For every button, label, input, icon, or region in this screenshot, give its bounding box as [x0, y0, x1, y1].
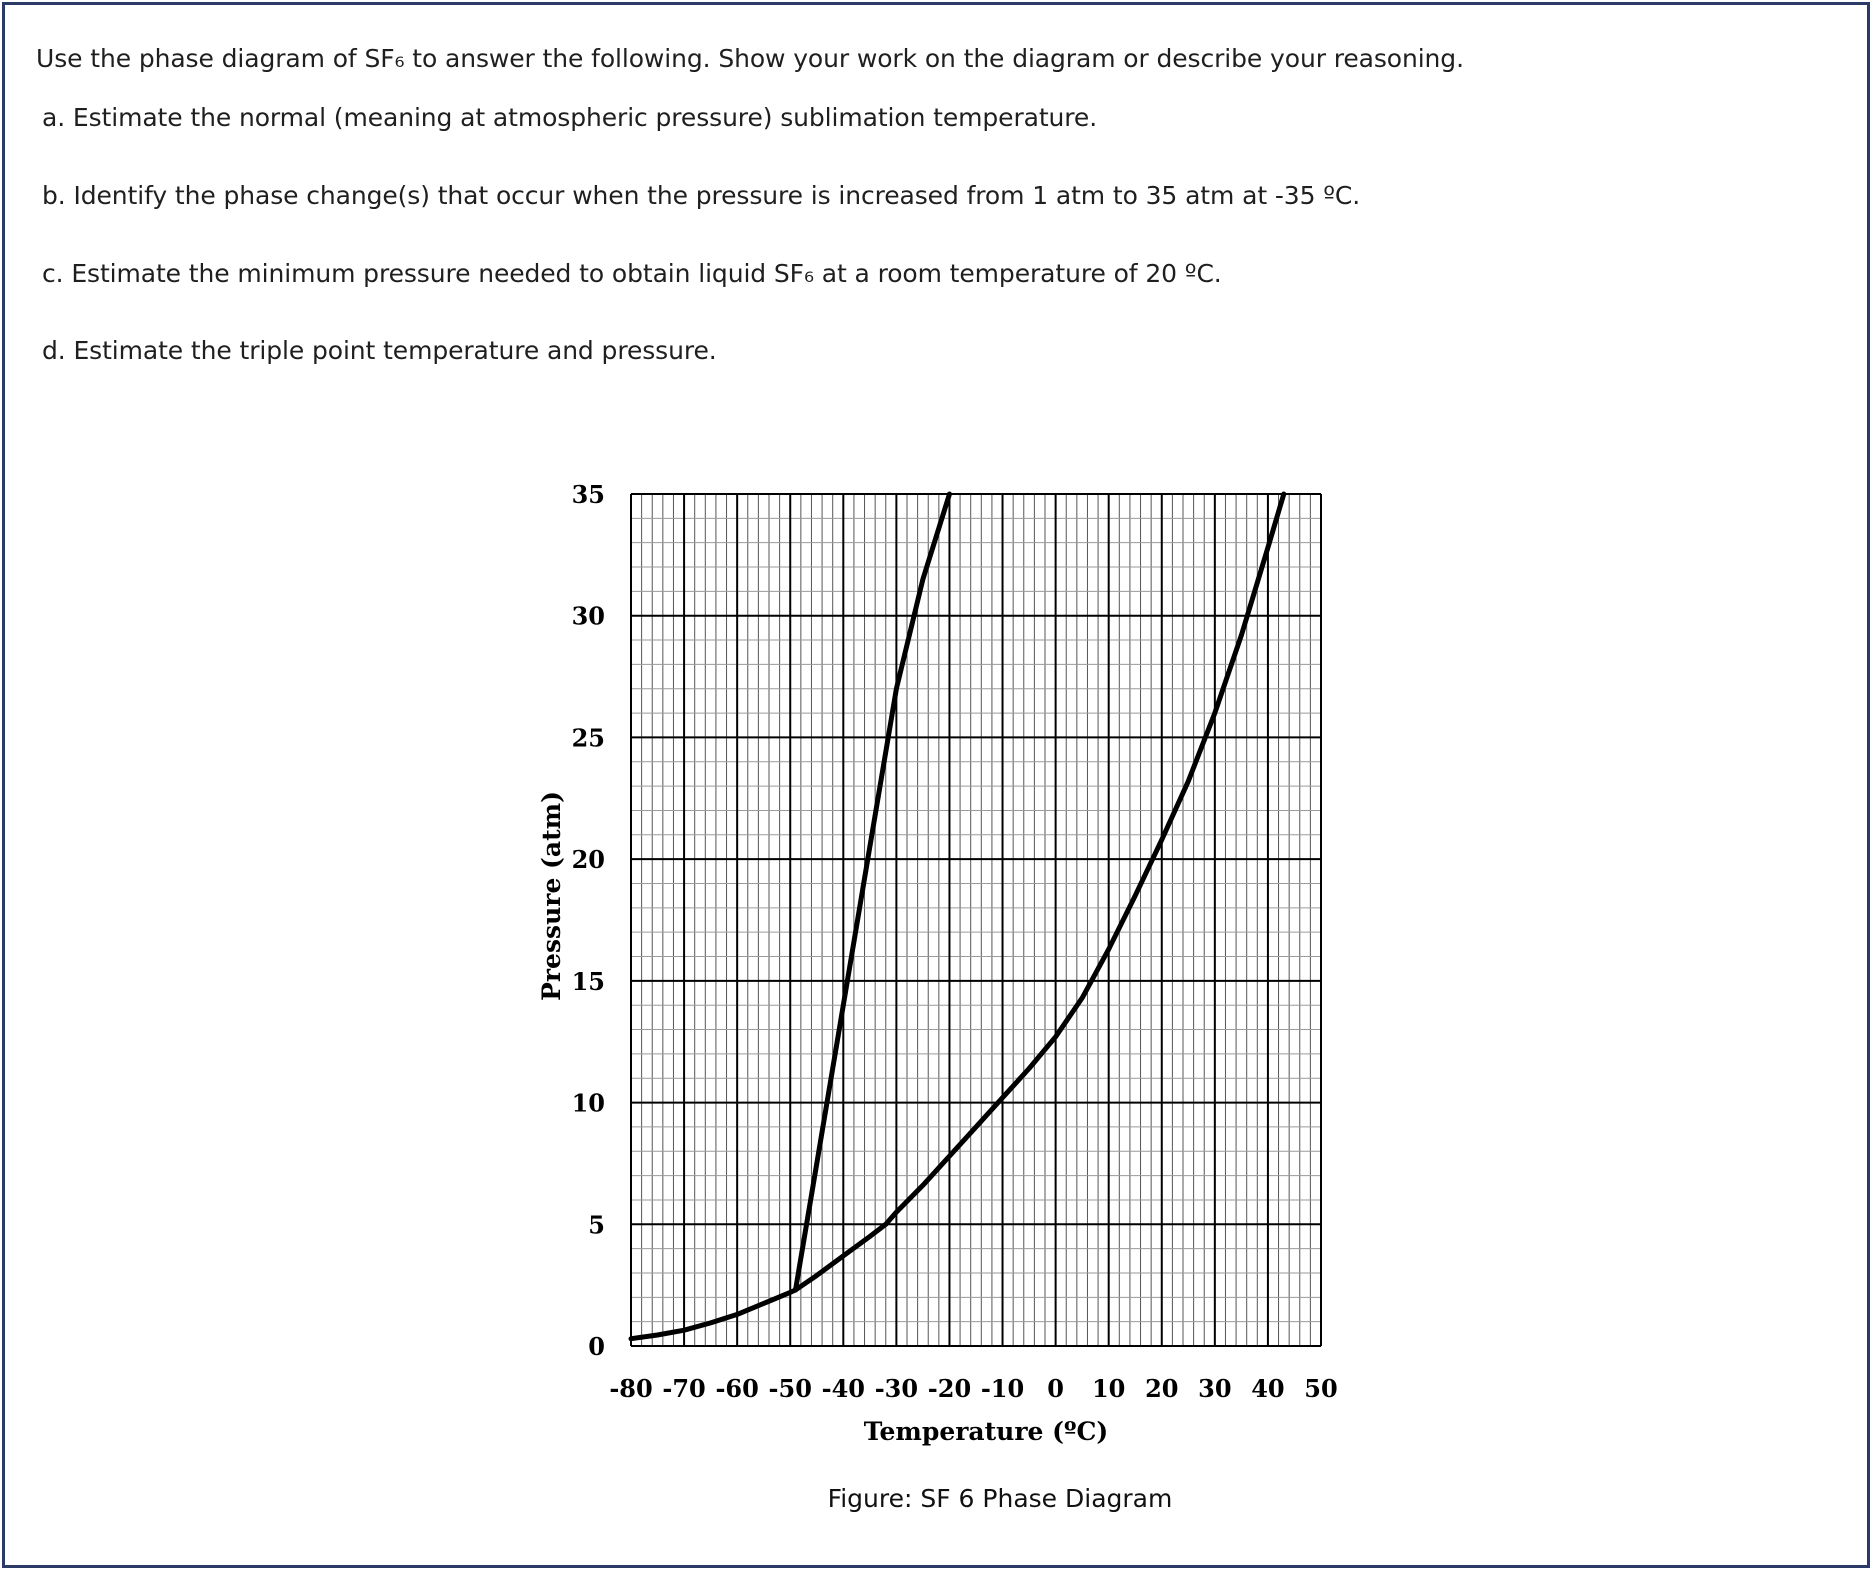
grid-minor	[631, 494, 1321, 1346]
x-tick-label: 20	[1145, 1374, 1179, 1403]
question-part-d: d. Estimate the triple point temperature and pressure.	[42, 336, 717, 365]
x-tick-label: -50	[768, 1374, 812, 1403]
x-tick-label: -60	[715, 1374, 759, 1403]
y-tick-label: 25	[571, 723, 605, 753]
y-tick-labels	[572, 480, 605, 1361]
y-tick-label: 35	[571, 480, 605, 509]
x-tick-label: 10	[1091, 1374, 1126, 1403]
question-intro: Use the phase diagram of SF₆ to answer the following. Show your work on the diagram or describe your reasoning.	[36, 44, 1464, 73]
x-tick-label: -30	[874, 1374, 919, 1403]
figure-caption: Figure: SF 6 Phase Diagram	[827, 1484, 1173, 1513]
y-tick-label: 5	[588, 1210, 605, 1240]
grid-major	[631, 494, 1321, 1346]
melting-curve	[796, 494, 950, 1290]
y-tick-label: 30	[571, 601, 605, 631]
x-tick-label: -40	[821, 1374, 865, 1403]
phase-boundary-curves	[631, 494, 1284, 1339]
x-tick-label: 50	[1304, 1374, 1338, 1403]
y-tick-label: 20	[571, 845, 605, 875]
question-part-b: b. Identify the phase change(s) that occur when the pressure is increased from 1 atm to 35 atm at -35 ºC.	[42, 181, 1361, 210]
question-part-a: a. Estimate the normal (meaning at atmospheric pressure) sublimation temperature.	[42, 103, 1098, 132]
question-part-c: c. Estimate the minimum pressure needed to obtain liquid SF₆ at a room temperature of 20 ºC.	[42, 259, 1222, 288]
x-tick-label: -10	[980, 1374, 1025, 1403]
x-tick-labels	[609, 1374, 1337, 1403]
vaporization-curve	[796, 494, 1284, 1290]
x-tick-label: -20	[927, 1374, 972, 1403]
y-axis-label: Pressure (atm)	[537, 791, 566, 1001]
x-tick-label: 0	[1047, 1374, 1064, 1403]
x-tick-label: -70	[662, 1374, 706, 1403]
x-tick-label: -80	[609, 1374, 653, 1403]
y-tick-label: 10	[571, 1088, 605, 1118]
y-tick-label: 15	[571, 966, 605, 996]
x-axis-label: Temperature (ºC)	[863, 1417, 1109, 1446]
y-tick-label: 0	[588, 1332, 605, 1361]
x-tick-label: 40	[1251, 1374, 1285, 1403]
x-tick-label: 30	[1198, 1374, 1232, 1403]
